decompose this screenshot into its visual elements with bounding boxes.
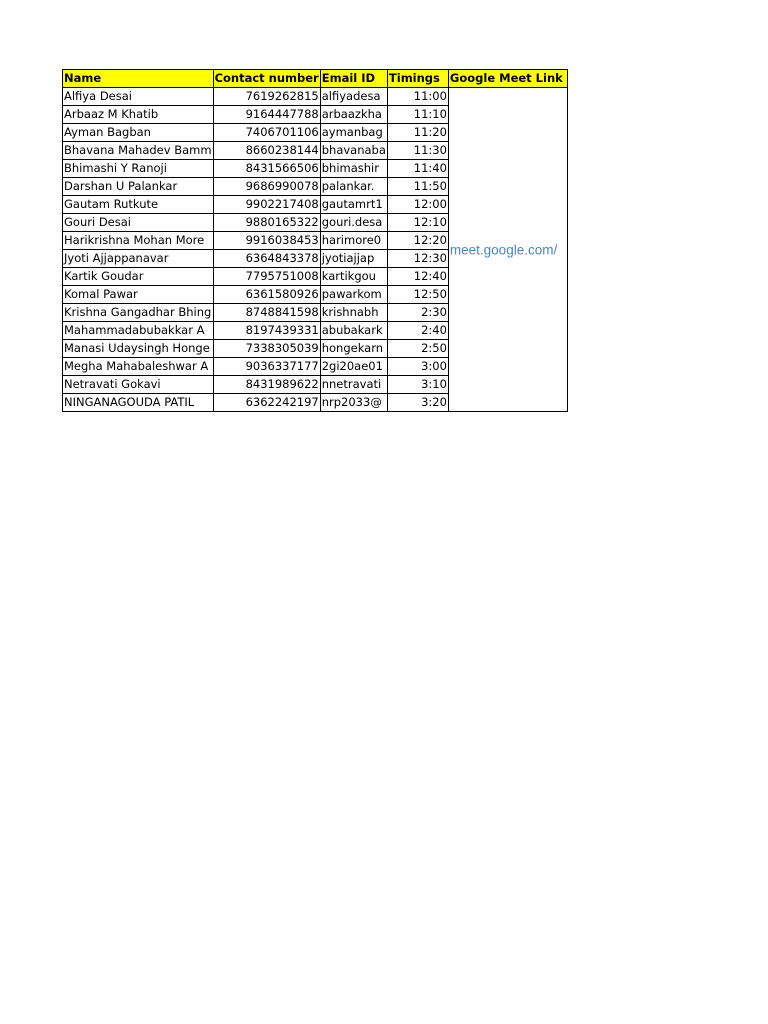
cell-name: Harikrishna Mohan More [63, 232, 214, 250]
cell-email: harimore0 [320, 232, 387, 250]
cell-name: NINGANAGOUDA PATIL [63, 394, 214, 412]
cell-contact: 8197439331 [213, 322, 320, 340]
cell-email: nrp2033@ [320, 394, 387, 412]
meet-link[interactable]: meet.google.com/ [449, 242, 558, 257]
header-timings: Timings [387, 70, 448, 88]
cell-name: Alfiya Desai [63, 88, 214, 106]
cell-contact: 8748841598 [213, 304, 320, 322]
cell-time: 11:50 [387, 178, 448, 196]
cell-name: Bhimashi Y Ranoji [63, 160, 214, 178]
cell-contact: 9164447788 [213, 106, 320, 124]
cell-time: 3:20 [387, 394, 448, 412]
cell-contact: 8431566506 [213, 160, 320, 178]
cell-time: 12:30 [387, 250, 448, 268]
header-email: Email ID [320, 70, 387, 88]
cell-name: Arbaaz M Khatib [63, 106, 214, 124]
header-link: Google Meet Link [448, 70, 567, 88]
table-row [63, 88, 568, 106]
cell-contact: 6364843378 [213, 250, 320, 268]
cell-email: abubakark [320, 322, 387, 340]
cell-email: bhimashir [320, 160, 387, 178]
cell-contact: 9880165322 [213, 214, 320, 232]
cell-name: Kartik Goudar [63, 268, 214, 286]
cell-time: 12:00 [387, 196, 448, 214]
cell-name: Mahammadabubakkar A [63, 322, 214, 340]
cell-name: Megha Mahabaleshwar A [63, 358, 214, 376]
cell-email: palankar. [320, 178, 387, 196]
cell-contact: 6362242197 [213, 394, 320, 412]
cell-contact: 8660238144 [213, 142, 320, 160]
cell-name: Gautam Rutkute [63, 196, 214, 214]
cell-email: hongekarn [320, 340, 387, 358]
cell-email: nnetravati [320, 376, 387, 394]
cell-time: 12:10 [387, 214, 448, 232]
cell-email: kartikgou [320, 268, 387, 286]
cell-time: 11:20 [387, 124, 448, 142]
cell-time: 11:30 [387, 142, 448, 160]
cell-name: Manasi Udaysingh Honge [63, 340, 214, 358]
cell-time: 3:10 [387, 376, 448, 394]
cell-contact: 7338305039 [213, 340, 320, 358]
cell-contact: 9686990078 [213, 178, 320, 196]
cell-email: bhavanaba [320, 142, 387, 160]
cell-name: Jyoti Ajjappanavar [63, 250, 214, 268]
cell-time: 3:00 [387, 358, 448, 376]
cell-contact: 7619262815 [213, 88, 320, 106]
cell-email: pawarkom [320, 286, 387, 304]
cell-time: 11:40 [387, 160, 448, 178]
header-name: Name [63, 70, 214, 88]
cell-time: 2:30 [387, 304, 448, 322]
cell-name: Ayman Bagban [63, 124, 214, 142]
cell-time: 11:00 [387, 88, 448, 106]
cell-email: arbaazkha [320, 106, 387, 124]
cell-contact: 9902217408 [213, 196, 320, 214]
cell-name: Bhavana Mahadev Bamm [63, 142, 214, 160]
cell-name: Komal Pawar [63, 286, 214, 304]
cell-contact: 9916038453 [213, 232, 320, 250]
cell-email: gouri.desa [320, 214, 387, 232]
cell-contact: 7406701106 [213, 124, 320, 142]
cell-time: 12:40 [387, 268, 448, 286]
cell-email: 2gi20ae01 [320, 358, 387, 376]
cell-time: 2:50 [387, 340, 448, 358]
cell-email: jyotiajjap [320, 250, 387, 268]
meet-link-cell [448, 88, 567, 412]
cell-name: Netravati Gokavi [63, 376, 214, 394]
cell-name: Krishna Gangadhar Bhing [63, 304, 214, 322]
table-body [63, 88, 568, 412]
schedule-table [62, 69, 568, 412]
cell-contact: 6361580926 [213, 286, 320, 304]
cell-contact: 8431989622 [213, 376, 320, 394]
cell-name: Gouri Desai [63, 214, 214, 232]
cell-email: krishnabh [320, 304, 387, 322]
cell-contact: 7795751008 [213, 268, 320, 286]
cell-time: 11:10 [387, 106, 448, 124]
cell-email: aymanbag [320, 124, 387, 142]
cell-contact: 9036337177 [213, 358, 320, 376]
cell-name: Darshan U Palankar [63, 178, 214, 196]
header-contact: Contact number [213, 70, 320, 88]
cell-email: alfiyadesa [320, 88, 387, 106]
cell-email: gautamrt1 [320, 196, 387, 214]
cell-time: 12:20 [387, 232, 448, 250]
cell-time: 2:40 [387, 322, 448, 340]
header-row [63, 70, 568, 88]
cell-time: 12:50 [387, 286, 448, 304]
